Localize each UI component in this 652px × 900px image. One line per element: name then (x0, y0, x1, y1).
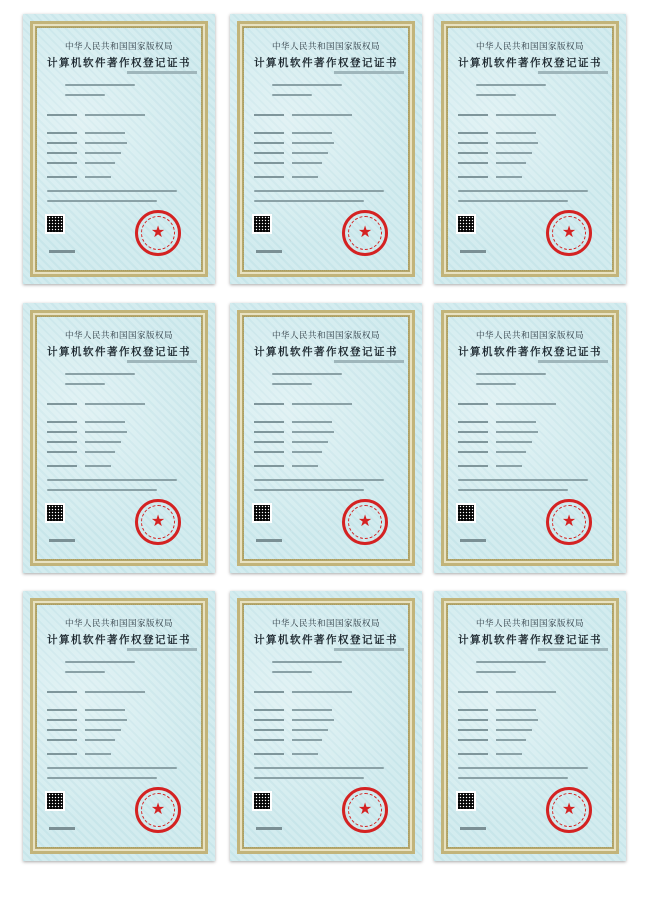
field-label (47, 739, 77, 741)
certificate-number (127, 648, 197, 651)
text-line (476, 383, 516, 385)
certificate-5 (230, 303, 422, 573)
field-label (458, 719, 488, 721)
serial-number (49, 250, 75, 253)
field-value (292, 176, 318, 178)
field-value (292, 753, 318, 755)
official-seal-icon: ★ (546, 787, 592, 833)
certificate-number (334, 648, 404, 651)
official-seal-icon: ★ (135, 499, 181, 545)
text-line (254, 200, 364, 202)
certificate-3 (434, 14, 626, 284)
serial-number (460, 539, 486, 542)
text-line (272, 84, 342, 86)
text-line (47, 190, 177, 192)
serial-number (460, 827, 486, 830)
field-label (458, 709, 488, 711)
text-line (65, 373, 135, 375)
field-label (458, 403, 488, 405)
field-label (254, 176, 284, 178)
field-value (292, 152, 328, 154)
field-value (292, 465, 318, 467)
certificate-title: 计算机软件著作权登记证书 (254, 634, 398, 646)
field-value (292, 162, 322, 164)
field-value (496, 176, 522, 178)
field-label (254, 114, 284, 116)
qr-code-icon (252, 791, 272, 811)
field-value (496, 162, 526, 164)
field-value (496, 114, 556, 116)
serial-number (256, 827, 282, 830)
text-line (458, 767, 588, 769)
text-line (476, 661, 546, 663)
serial-number (256, 539, 282, 542)
serial-number (256, 250, 282, 253)
field-value (496, 441, 532, 443)
certificate-2 (230, 14, 422, 284)
field-value (292, 142, 334, 144)
field-label (254, 709, 284, 711)
field-label (458, 142, 488, 144)
text-line (272, 373, 342, 375)
field-label (458, 114, 488, 116)
certificate-number (538, 71, 608, 74)
text-line (272, 661, 342, 663)
field-value (496, 691, 556, 693)
certificate-issuer: 中华人民共和国国家版权局 (64, 619, 173, 629)
field-value (292, 431, 334, 433)
text-line (47, 479, 177, 481)
text-line (65, 661, 135, 663)
field-label (254, 421, 284, 423)
field-label (458, 431, 488, 433)
field-label (458, 176, 488, 178)
field-value (292, 739, 322, 741)
field-label (254, 451, 284, 453)
text-line (272, 94, 312, 96)
field-label (254, 162, 284, 164)
text-line (476, 671, 516, 673)
official-seal-icon: ★ (135, 787, 181, 833)
field-label (458, 451, 488, 453)
field-label (254, 403, 284, 405)
field-label (254, 739, 284, 741)
field-value (496, 421, 536, 423)
field-label (458, 441, 488, 443)
text-line (254, 190, 384, 192)
certificate-9 (434, 591, 626, 861)
field-value (85, 152, 121, 154)
field-label (47, 152, 77, 154)
field-label (47, 431, 77, 433)
field-label (458, 753, 488, 755)
official-seal-icon: ★ (342, 499, 388, 545)
field-value (85, 465, 111, 467)
field-label (254, 753, 284, 755)
certificate-issuer: 中华人民共和国国家版权局 (64, 42, 173, 52)
text-line (458, 200, 568, 202)
field-label (254, 142, 284, 144)
text-line (458, 489, 568, 491)
field-value (496, 132, 536, 134)
field-value (496, 142, 538, 144)
certificate-issuer: 中华人民共和国国家版权局 (475, 42, 584, 52)
field-value (85, 729, 121, 731)
field-value (85, 114, 145, 116)
qr-code-icon (252, 503, 272, 523)
field-label (47, 162, 77, 164)
field-value (292, 114, 352, 116)
field-label (458, 691, 488, 693)
field-label (254, 431, 284, 433)
text-line (476, 84, 546, 86)
field-value (496, 403, 556, 405)
official-seal-icon: ★ (342, 787, 388, 833)
field-value (85, 176, 111, 178)
field-label (458, 729, 488, 731)
field-label (458, 421, 488, 423)
text-line (476, 373, 546, 375)
certificate-issuer: 中华人民共和国国家版权局 (64, 331, 173, 341)
field-value (85, 132, 125, 134)
text-line (47, 200, 157, 202)
field-value (85, 719, 127, 721)
text-line (254, 777, 364, 779)
official-seal-icon: ★ (546, 499, 592, 545)
text-line (65, 383, 105, 385)
field-value (496, 709, 536, 711)
certificate-number (127, 71, 197, 74)
text-line (254, 489, 364, 491)
serial-number (49, 539, 75, 542)
text-line (65, 671, 105, 673)
field-label (47, 403, 77, 405)
field-value (496, 753, 522, 755)
qr-code-icon (456, 503, 476, 523)
certificate-number (334, 71, 404, 74)
field-label (47, 451, 77, 453)
field-value (292, 132, 332, 134)
field-value (292, 719, 334, 721)
certificate-7 (23, 591, 215, 861)
certificate-1 (23, 14, 215, 284)
certificate-number (334, 360, 404, 363)
field-value (85, 142, 127, 144)
field-value (496, 729, 532, 731)
field-value (85, 431, 127, 433)
certificate-number (127, 360, 197, 363)
official-seal-icon: ★ (135, 210, 181, 256)
field-label (254, 719, 284, 721)
field-value (85, 421, 125, 423)
field-value (496, 465, 522, 467)
serial-number (460, 250, 486, 253)
field-value (85, 451, 115, 453)
text-line (272, 383, 312, 385)
field-value (292, 403, 352, 405)
field-label (47, 114, 77, 116)
certificate-8 (230, 591, 422, 861)
field-value (292, 709, 332, 711)
field-value (85, 691, 145, 693)
field-value (85, 753, 111, 755)
field-label (458, 465, 488, 467)
field-value (496, 451, 526, 453)
field-value (85, 739, 115, 741)
field-value (292, 691, 352, 693)
field-label (47, 132, 77, 134)
text-line (47, 489, 157, 491)
field-value (85, 709, 125, 711)
field-label (254, 152, 284, 154)
qr-code-icon (456, 791, 476, 811)
text-line (254, 479, 384, 481)
certificate-title: 计算机软件著作权登记证书 (458, 57, 602, 69)
certificate-number (538, 648, 608, 651)
field-label (47, 465, 77, 467)
text-line (458, 479, 588, 481)
certificate-title: 计算机软件著作权登记证书 (254, 346, 398, 358)
qr-code-icon (252, 214, 272, 234)
certificate-issuer: 中华人民共和国国家版权局 (475, 331, 584, 341)
field-label (47, 142, 77, 144)
text-line (272, 671, 312, 673)
certificate-number (538, 360, 608, 363)
field-label (47, 176, 77, 178)
qr-code-icon (45, 503, 65, 523)
certificate-title: 计算机软件著作权登记证书 (458, 634, 602, 646)
field-label (458, 162, 488, 164)
certificate-title: 计算机软件著作权登记证书 (254, 57, 398, 69)
serial-number (49, 827, 75, 830)
field-value (496, 431, 538, 433)
field-value (85, 403, 145, 405)
field-value (496, 739, 526, 741)
field-label (254, 465, 284, 467)
field-label (47, 421, 77, 423)
official-seal-icon: ★ (342, 210, 388, 256)
field-label (47, 753, 77, 755)
text-line (65, 84, 135, 86)
certificate-issuer: 中华人民共和国国家版权局 (271, 619, 380, 629)
field-value (292, 441, 328, 443)
text-line (65, 94, 105, 96)
field-label (254, 691, 284, 693)
field-value (292, 729, 328, 731)
certificate-title: 计算机软件著作权登记证书 (458, 346, 602, 358)
field-label (458, 152, 488, 154)
field-label (47, 719, 77, 721)
text-line (476, 94, 516, 96)
field-value (292, 421, 332, 423)
text-line (458, 777, 568, 779)
qr-code-icon (45, 214, 65, 234)
field-label (47, 441, 77, 443)
text-line (458, 190, 588, 192)
text-line (254, 767, 384, 769)
field-label (47, 691, 77, 693)
text-line (47, 767, 177, 769)
field-label (254, 132, 284, 134)
field-label (254, 729, 284, 731)
field-label (254, 441, 284, 443)
certificate-issuer: 中华人民共和国国家版权局 (475, 619, 584, 629)
field-label (47, 729, 77, 731)
qr-code-icon (45, 791, 65, 811)
certificate-issuer: 中华人民共和国国家版权局 (271, 331, 380, 341)
official-seal-icon: ★ (546, 210, 592, 256)
certificate-title: 计算机软件著作权登记证书 (47, 346, 191, 358)
certificate-title: 计算机软件著作权登记证书 (47, 57, 191, 69)
field-label (47, 709, 77, 711)
certificate-4 (23, 303, 215, 573)
qr-code-icon (456, 214, 476, 234)
field-label (458, 739, 488, 741)
certificate-6 (434, 303, 626, 573)
field-value (496, 719, 538, 721)
field-value (85, 441, 121, 443)
text-line (47, 777, 157, 779)
certificate-issuer: 中华人民共和国国家版权局 (271, 42, 380, 52)
field-value (292, 451, 322, 453)
field-value (496, 152, 532, 154)
field-label (458, 132, 488, 134)
field-value (85, 162, 115, 164)
certificate-title: 计算机软件著作权登记证书 (47, 634, 191, 646)
